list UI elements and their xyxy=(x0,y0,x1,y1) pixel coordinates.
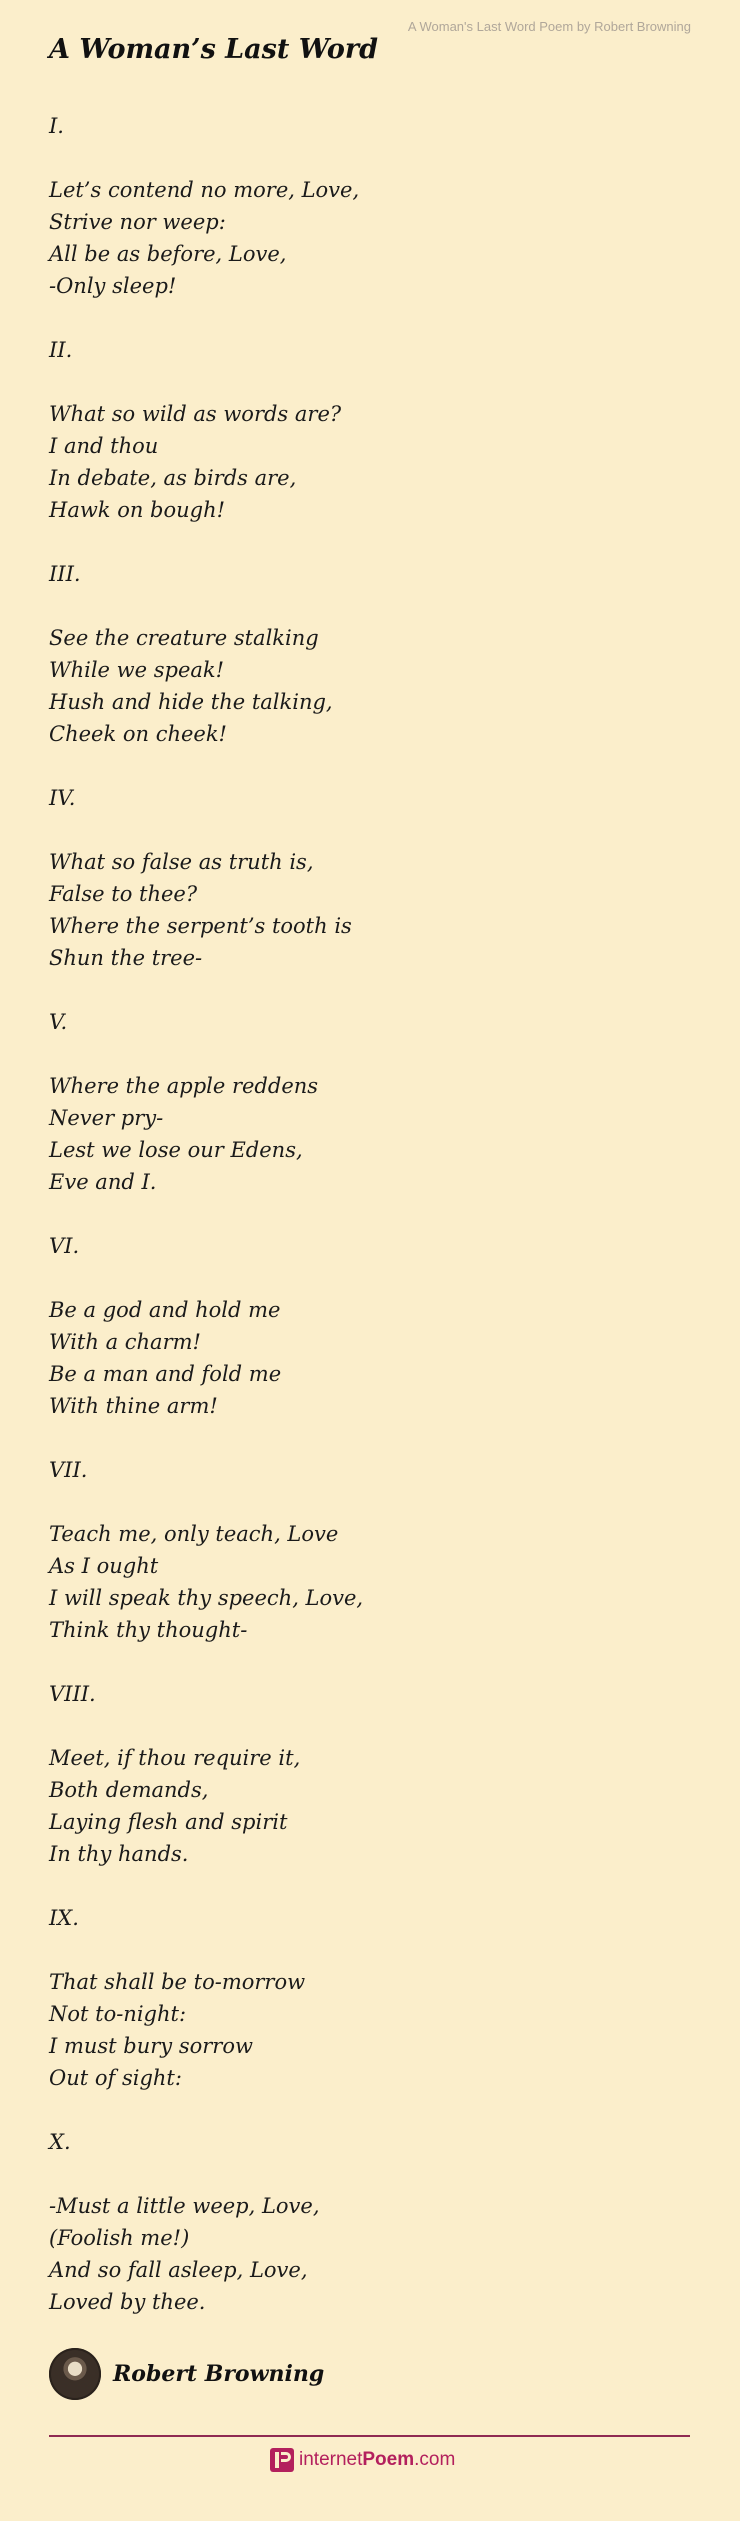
poem-line: I and thou xyxy=(49,434,159,458)
poem-line: Where the serpent’s tooth is xyxy=(49,914,352,938)
poem-line: Hawk on bough! xyxy=(49,498,226,522)
poem-line: Teach me, only teach, Love xyxy=(49,1522,339,1546)
poem-line: Eve and I. xyxy=(49,1170,157,1194)
poem-line: Cheek on cheek! xyxy=(49,722,227,746)
poem-line: Never pry- xyxy=(49,1106,164,1130)
poem-line: While we speak! xyxy=(49,658,225,682)
poem-line: I must bury sorrow xyxy=(49,2034,253,2058)
internetpoem-brand-text[interactable] xyxy=(299,2449,455,2471)
author-block[interactable] xyxy=(49,2348,324,2400)
poem-line: Both demands, xyxy=(49,1778,209,1802)
stanza xyxy=(49,1678,689,1870)
poem-line: False to thee? xyxy=(49,882,198,906)
stanza-numeral: VII. xyxy=(49,1458,88,1482)
stanza-numeral: VI. xyxy=(49,1234,80,1258)
stanza-numeral: IX. xyxy=(49,1906,79,1930)
poem-line: Not to-night: xyxy=(49,2002,187,2026)
poem-line: Be a man and fold me xyxy=(49,1362,282,1386)
stanza xyxy=(49,334,689,526)
stanza-numeral: III. xyxy=(49,562,81,586)
poem-line: That shall be to-morrow xyxy=(49,1970,306,1994)
stanza xyxy=(49,1230,689,1422)
stanza xyxy=(49,558,689,750)
stanza xyxy=(49,1454,689,1646)
stanza xyxy=(49,110,689,302)
poem-line: Strive nor weep: xyxy=(49,210,226,234)
poem-line: With a charm! xyxy=(49,1330,201,1354)
brand-part-poem: Poem xyxy=(362,2449,415,2470)
stanza xyxy=(49,1902,689,2094)
author-name[interactable]: Robert Browning xyxy=(113,2361,325,2387)
poem-body xyxy=(49,110,689,2350)
poem-title: A Woman’s Last Word xyxy=(49,34,378,65)
stanza-numeral: X. xyxy=(49,2130,71,2154)
poem-line: In thy hands. xyxy=(49,1842,189,1866)
poem-line: In debate, as birds are, xyxy=(49,466,297,490)
brand-part-com: .com xyxy=(414,2449,456,2470)
poem-line: Meet, if thou require it, xyxy=(49,1746,301,1770)
poem-line: (Foolish me!) xyxy=(49,2226,190,2250)
stanza xyxy=(49,2126,689,2318)
poem-line: Think thy thought- xyxy=(49,1618,248,1642)
poem-line: Loved by thee. xyxy=(49,2290,206,2314)
author-portrait-icon[interactable] xyxy=(49,2348,101,2400)
poem-line: -Only sleep! xyxy=(49,274,177,298)
poem-line: Laying flesh and spirit xyxy=(49,1810,288,1834)
footer-divider xyxy=(49,2435,690,2437)
poem-line: Be a god and hold me xyxy=(49,1298,281,1322)
poem-source-label: A Woman's Last Word Poem by Robert Browning xyxy=(407,19,691,34)
internetpoem-logo-icon xyxy=(270,2448,294,2472)
stanza-numeral: V. xyxy=(49,1010,68,1034)
stanza xyxy=(49,782,689,974)
poem-line: And so fall asleep, Love, xyxy=(49,2258,308,2282)
internetpoem-logo-link[interactable] xyxy=(270,2445,455,2475)
poem-line: What so wild as words are? xyxy=(49,402,342,426)
poem-line: Let’s contend no more, Love, xyxy=(49,178,360,202)
poem-line: Shun the tree- xyxy=(49,946,203,970)
poem-line: All be as before, Love, xyxy=(49,242,287,266)
poem-line: With thine arm! xyxy=(49,1394,218,1418)
poem-line: -Must a little weep, Love, xyxy=(49,2194,320,2218)
stanza xyxy=(49,1006,689,1198)
poem-line: As I ought xyxy=(49,1554,159,1578)
poem-line: Out of sight: xyxy=(49,2066,182,2090)
poem-line: Hush and hide the talking, xyxy=(49,690,333,714)
poem-line: Where the apple reddens xyxy=(49,1074,319,1098)
poem-line: What so false as truth is, xyxy=(49,850,314,874)
brand-part-internet: internet xyxy=(299,2449,363,2470)
stanza-numeral: VIII. xyxy=(49,1682,96,1706)
poem-line: I will speak thy speech, Love, xyxy=(49,1586,364,1610)
poem-line: See the creature stalking xyxy=(49,626,319,650)
poem-line: Lest we lose our Edens, xyxy=(49,1138,303,1162)
stanza-numeral: IV. xyxy=(49,786,76,810)
stanza-numeral: I. xyxy=(49,114,64,138)
stanza-numeral: II. xyxy=(49,338,73,362)
